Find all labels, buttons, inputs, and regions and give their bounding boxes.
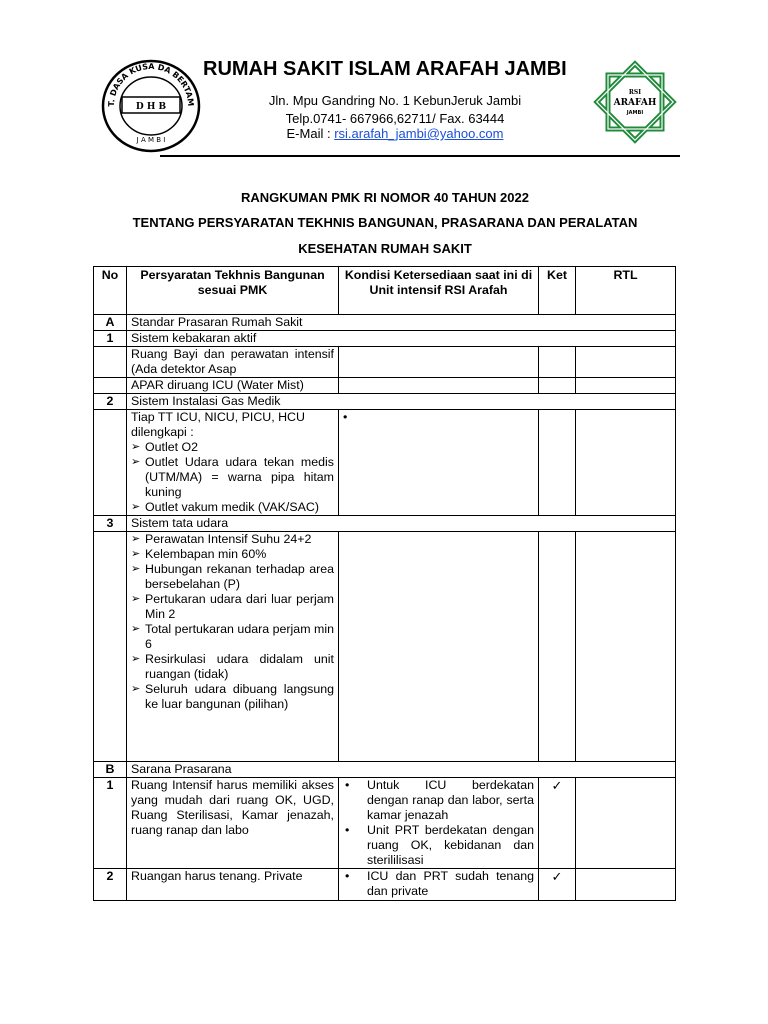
list-item: ➢ Outlet O2 <box>131 440 334 455</box>
row-condition <box>339 778 539 869</box>
row-requirement: Ruang Bayi dan perawatan intensif (Ada detektor Asap <box>127 347 339 378</box>
row-label: Sistem tata udara <box>127 516 676 532</box>
row-label: Sistem Instalasi Gas Medik <box>127 394 676 410</box>
logo-top-text: RSI <box>628 89 642 96</box>
seal-ring-text: T. DASA KUSA DA BERTAM <box>106 61 196 107</box>
email-label: E-Mail : <box>286 126 331 141</box>
header-rtl: RTL <box>576 267 676 315</box>
list-item: ➢ Resirkulasi udara didalam unit ruangan (tidak) <box>131 652 334 682</box>
row-requirement: Ruangan harus tenang. Private <box>127 869 339 901</box>
list-item: ➢ Perawatan Intensif Suhu 24+2 <box>131 532 334 547</box>
row-no: 2 <box>94 394 127 410</box>
row-requirement <box>127 532 339 762</box>
logo-main-text: ARAFAH <box>613 98 657 108</box>
requirements-table <box>93 266 676 901</box>
list-item: • Unit PRT berdekatan dengan ruang OK, kebidanan dan sterililisasi <box>343 823 534 868</box>
row-requirement: Ruang Intensif harus memiliki akses yang mudah dari ruang OK, UGD, Ruang Sterilisasi, Kamar jenazah, ruang ranap dan labo <box>127 778 339 869</box>
row-condition <box>339 410 539 516</box>
hospital-email-line <box>230 126 560 141</box>
row-requirement <box>127 410 339 516</box>
bullet-icon: • <box>343 410 348 424</box>
seal-bottom-text: J A M B I <box>136 136 166 144</box>
section-b-no: B <box>94 762 127 778</box>
table-row <box>94 378 676 394</box>
table-row <box>94 869 676 901</box>
section-a-label: Standar Prasaran Rumah Sakit <box>127 315 676 331</box>
checkmark-icon: ✓ <box>539 869 576 901</box>
rsi-arafah-logo <box>589 58 681 146</box>
list-item: • ICU dan PRT sudah tenang dan private <box>343 869 534 899</box>
header-requirement: Persyaratan Tekhnis Bangunan sesuai PMK <box>127 267 339 315</box>
doc-title-line2: TENTANG PERSYARATAN TEKHNIS BANGUNAN, PRASARANA DAN PERALATAN <box>132 215 638 230</box>
list-item: ➢ Pertukaran udara dari luar perjam Min 2 <box>131 592 334 622</box>
list-item: ➢ Total pertukaran udara perjam min 6 <box>131 622 334 652</box>
company-seal <box>100 58 202 154</box>
list-item: ➢ Outlet Udara udara tekan medis (UTM/MA) = warna pipa hitam kuning <box>131 455 334 500</box>
row-no: 1 <box>94 778 127 869</box>
list-item: • Untuk ICU berdekatan dengan ranap dan labor, serta kamar jenazah <box>343 778 534 823</box>
header-divider <box>160 155 680 157</box>
requirement-list <box>131 440 334 515</box>
table-row <box>94 331 676 347</box>
table-row <box>94 347 676 378</box>
header-condition: Kondisi Ketersediaan saat ini di Unit intensif RSI Arafah <box>339 267 539 315</box>
doc-title-line3: KESEHATAN RUMAH SAKIT <box>298 241 472 256</box>
header-ket: Ket <box>539 267 576 315</box>
row-no: 1 <box>94 331 127 347</box>
section-a-no: A <box>94 315 127 331</box>
requirement-intro: Tiap TT ICU, NICU, PICU, HCU dilengkapi : <box>131 410 305 439</box>
row-no: 3 <box>94 516 127 532</box>
table-row <box>94 778 676 869</box>
table-header-row <box>94 267 676 315</box>
condition-list <box>343 869 534 899</box>
section-a-row <box>94 315 676 331</box>
hospital-address: Jln. Mpu Gandring No. 1 KebunJeruk Jambi <box>268 93 522 108</box>
row-label: Sistem kebakaran aktif <box>127 331 676 347</box>
checkmark-icon: ✓ <box>539 778 576 869</box>
row-no: 2 <box>94 869 127 901</box>
section-b-row <box>94 762 676 778</box>
list-item: ➢ Seluruh udara dibuang langsung ke luar bangunan (pilihan) <box>131 682 334 712</box>
header-no: No <box>94 267 127 315</box>
table-row <box>94 516 676 532</box>
row-requirement: APAR diruang ICU (Water Mist) <box>127 378 339 394</box>
table-row <box>94 532 676 762</box>
doc-title-line1: RANGKUMAN PMK RI NOMOR 40 TAHUN 2022 <box>241 190 529 205</box>
section-b-label: Sarana Prasarana <box>127 762 676 778</box>
row-condition <box>339 869 539 901</box>
requirement-list <box>131 532 334 712</box>
seal-center-text: D H B <box>135 102 167 112</box>
condition-list <box>343 778 534 868</box>
hospital-phone: Telp.0741- 667966,62711/ Fax. 63444 <box>285 111 505 126</box>
hospital-name: RUMAH SAKIT ISLAM ARAFAH JAMBI <box>203 58 567 80</box>
table-row <box>94 410 676 516</box>
logo-bottom-text: JAMBI <box>626 110 644 116</box>
table-row <box>94 394 676 410</box>
list-item: ➢ Hubungan rekanan terhadap area bersebelahan (P) <box>131 562 334 592</box>
list-item: ➢ Outlet vakum medik (VAK/SAC) <box>131 500 334 515</box>
email-link[interactable]: rsi.arafah_jambi@yahoo.com <box>334 126 504 141</box>
list-item: ➢ Kelembapan min 60% <box>131 547 334 562</box>
